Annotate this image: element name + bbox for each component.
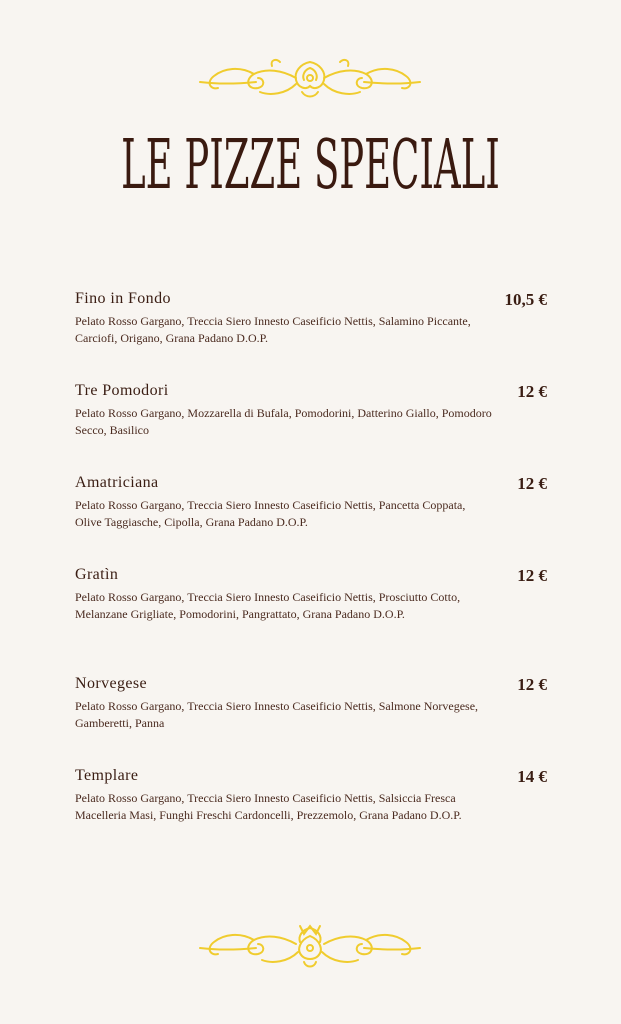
item-name: Norvegese xyxy=(75,675,148,692)
item-name: Tre Pomodori xyxy=(75,382,169,399)
ornament-top xyxy=(196,54,424,102)
flourish-icon xyxy=(196,922,424,970)
item-description: Pelato Rosso Gargano, Treccia Siero Innesto Caseificio Nettis, Prosciutto Cotto, Melanzane Grigliate, Pomodorini, Pangrattato, Grana Padano D.O.P. xyxy=(75,590,461,621)
item-description: Pelato Rosso Gargano, Treccia Siero Innesto Caseificio Nettis, Salmone Norvegese, Gamberetti, Panna xyxy=(75,699,479,730)
flourish-icon xyxy=(196,54,424,102)
item-name: Gratìn xyxy=(75,566,119,583)
item-name: Fino in Fondo xyxy=(75,290,171,307)
item-price: 12 € xyxy=(517,382,547,401)
item-description: Pelato Rosso Gargano, Treccia Siero Innesto Caseificio Nettis, Salamino Piccante, Carciofi, Origano, Grana Padano D.O.P. xyxy=(75,314,471,345)
item-price: 10,5 € xyxy=(504,290,547,309)
item-price: 12 € xyxy=(517,675,547,694)
menu-title: LE PIZZE SPECIALI xyxy=(121,125,500,205)
item-description: Pelato Rosso Gargano, Treccia Siero Innesto Caseificio Nettis, Salsiccia Fresca Macelleria Masi, Funghi Freschi Cardoncelli, Prezzemolo, Grana Padano D.O.P. xyxy=(75,791,462,822)
item-description: Pelato Rosso Gargano, Treccia Siero Innesto Caseificio Nettis, Pancetta Coppata, Olive Taggiasche, Cipolla, Grana Padano D.O.P. xyxy=(75,498,466,529)
item-description: Pelato Rosso Gargano, Mozzarella di Bufala, Pomodorini, Datterino Giallo, Pomodoro Secco, Basilico xyxy=(75,406,492,437)
item-name: Amatriciana xyxy=(75,474,159,491)
item-price: 12 € xyxy=(517,474,547,493)
item-price: 14 € xyxy=(517,767,547,786)
item-name: Templare xyxy=(75,767,139,784)
ornament-bottom xyxy=(196,922,424,970)
item-price: 12 € xyxy=(517,566,547,585)
